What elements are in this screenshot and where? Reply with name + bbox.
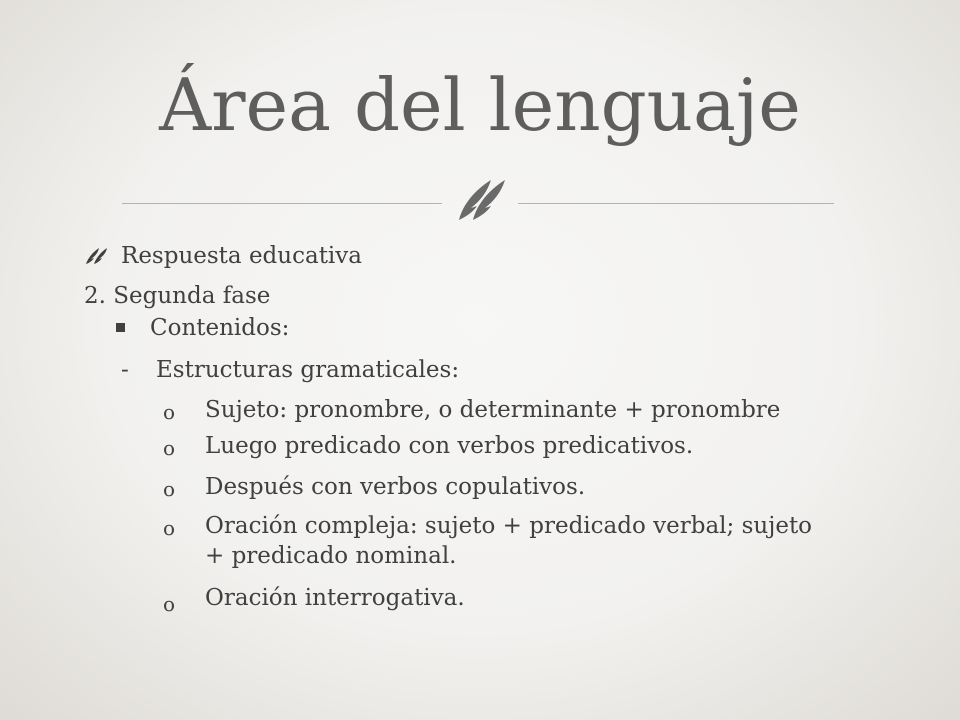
quill-bullet-icon [84,246,114,266]
list-item-luego: Luego predicado con verbos predicativos. [205,433,694,459]
o-bullet: o [163,592,176,616]
square-bullet-icon [116,323,125,332]
list-item-interrogativa: Oración interrogativa. [205,585,465,611]
slide-title: Área del lenguaje [159,63,801,147]
o-bullet: o [163,400,176,424]
list-item-respuesta: Respuesta educativa [121,243,362,269]
o-bullet: o [163,436,176,460]
list-item-oracion-compleja: Oración compleja: sujeto + predicado verbal; sujeto [205,513,813,539]
list-item-sujeto: Sujeto: pronombre, o determinante + pronombre [205,397,781,423]
list-item-despues: Después con verbos copulativos. [205,474,586,500]
dash-marker: - [121,357,129,383]
list-item-segunda-fase: 2. Segunda fase [84,283,271,309]
o-bullet: o [163,516,176,540]
o-bullet: o [163,477,176,501]
list-item-estructuras: Estructuras gramaticales: [156,357,460,383]
list-item-contenidos: Contenidos: [150,315,290,341]
list-item-oracion-compleja-cont: + predicado nominal. [205,543,457,569]
